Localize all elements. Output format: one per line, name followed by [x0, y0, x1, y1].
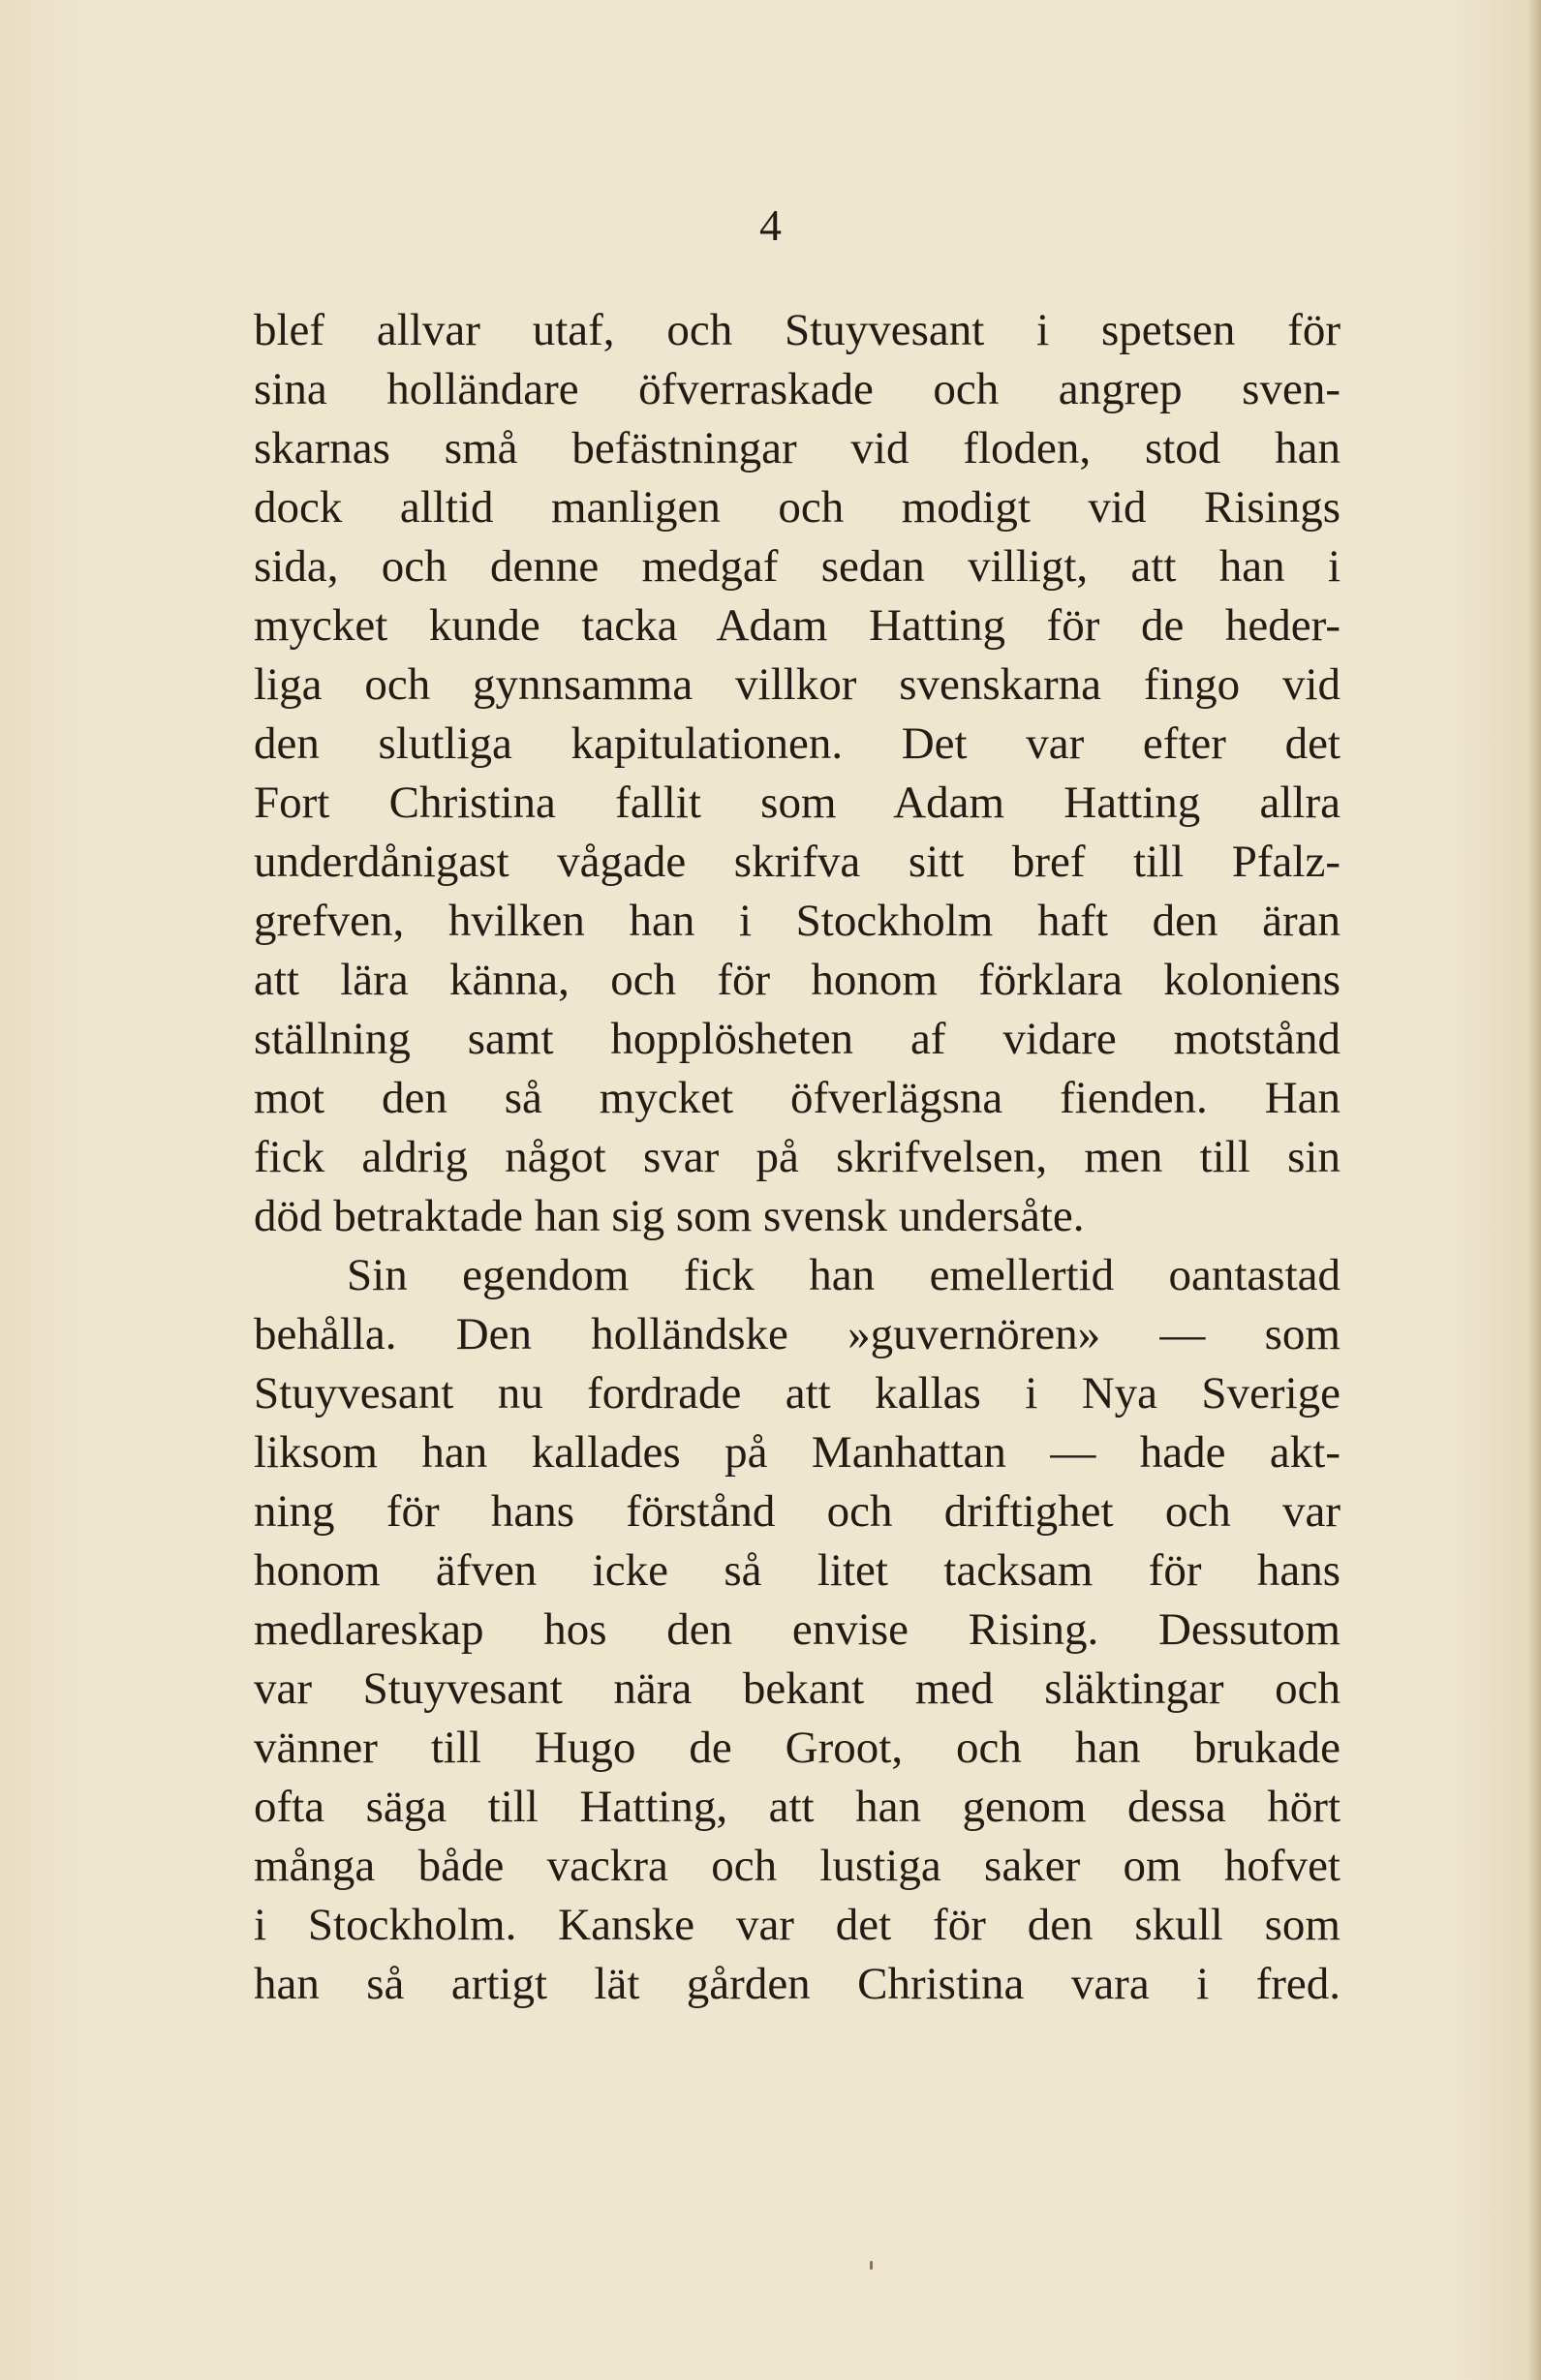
page-number: 4 — [759, 200, 782, 250]
text-line: ställning samt hopplösheten af vidare motstånd — [254, 1014, 1341, 1064]
text-line: många både vackra och lustiga saker om hofvet — [254, 1841, 1341, 1891]
text-line: blef allvar utaf, och Stuyvesant i spetsen för — [254, 305, 1341, 355]
text-line: vänner till Hugo de Groot, och han brukade — [254, 1723, 1341, 1773]
text-line-paragraph-start: Sin egendom fick han emellertid oantastad — [347, 1250, 1341, 1300]
text-line: den slutliga kapitulationen. Det var efter det — [254, 718, 1341, 769]
text-line: mycket kunde tacka Adam Hatting för de heder- — [254, 600, 1341, 651]
text-line: grefven, hvilken han i Stockholm haft den äran — [254, 896, 1341, 946]
text-line: var Stuyvesant nära bekant med släktingar och — [254, 1663, 1341, 1714]
text-line: medlareskap hos den envise Rising. Dessutom — [254, 1604, 1341, 1655]
text-line: underdånigast vågade skrifva sitt bref till Pfalz- — [254, 837, 1341, 887]
text-line: sina holländare öfverraskade och angrep sven- — [254, 364, 1341, 414]
text-line: Stuyvesant nu fordrade att kallas i Nya Sverige — [254, 1368, 1341, 1419]
text-line: ning för hans förstånd och driftighet och var — [254, 1486, 1341, 1537]
text-line: skarnas små befästningar vid floden, stod han — [254, 423, 1341, 473]
page-edge-shadow — [1527, 0, 1541, 2380]
text-line: i Stockholm. Kanske var det för den skull som — [254, 1900, 1341, 1950]
text-line: ofta säga till Hatting, att han genom dessa hört — [254, 1782, 1341, 1832]
text-line: Fort Christina fallit som Adam Hatting allra — [254, 778, 1341, 828]
text-line: att lära känna, och för honom förklara koloniens — [254, 955, 1341, 1005]
text-line: sida, och denne medgaf sedan villigt, att han i — [254, 541, 1341, 592]
text-line: liga och gynnsamma villkor svenskarna fingo vid — [254, 659, 1341, 710]
text-line: behålla. Den holländske »guvernören» — som — [254, 1309, 1341, 1359]
text-line: död betraktade han sig som svensk undersåte. — [254, 1191, 1085, 1241]
body-text — [254, 301, 1341, 2014]
text-line: honom äfven icke så litet tacksam för hans — [254, 1545, 1341, 1596]
text-line: mot den så mycket öfverlägsna fienden. Han — [254, 1073, 1341, 1123]
text-line: liksom han kallades på Manhattan — hade akt- — [254, 1427, 1341, 1478]
text-line: han så artigt lät gården Christina vara i fred. — [254, 1959, 1341, 2009]
text-line: fick aldrig något svar på skrifvelsen, men till sin — [254, 1132, 1341, 1182]
text-line: dock alltid manligen och modigt vid Risings — [254, 482, 1341, 533]
paper-speck — [870, 2261, 873, 2270]
